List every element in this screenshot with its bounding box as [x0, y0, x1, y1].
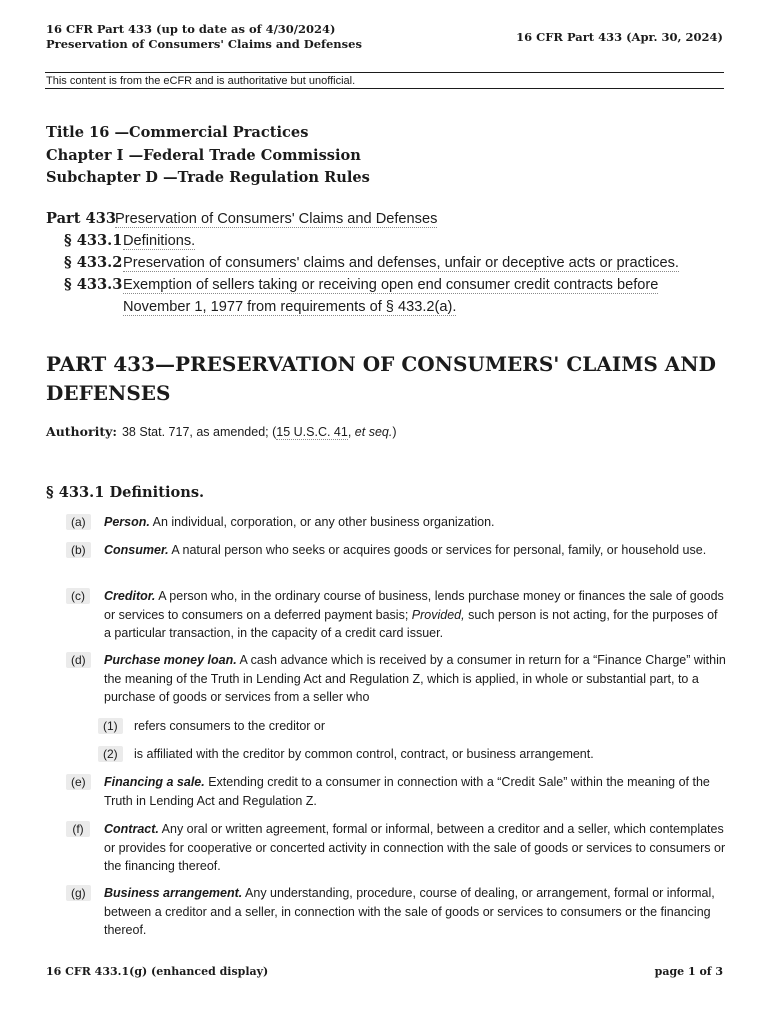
toc-section-link-433-2[interactable]: [123, 252, 726, 274]
toc-section-link-433-3[interactable]: [123, 274, 726, 318]
defined-term: Person.: [104, 515, 150, 529]
document-header: [46, 22, 466, 52]
authority-close: ): [392, 425, 397, 439]
paragraph-d-2: [98, 745, 724, 764]
paragraph-label[interactable]: (b): [66, 542, 91, 558]
toc-part-number: Part 433: [46, 210, 117, 227]
paragraph-text: Any understanding, procedure, course of dealing, or arrangement, formal or informal, between a creditor and a seller, in connection with the sale of goods or services to consumers or the financing thereof.: [104, 886, 715, 937]
paragraph-a: [66, 513, 726, 532]
header-citation: 16 CFR Part 433 (Apr. 30, 2024): [516, 30, 723, 44]
section-heading: § 433.1 Definitions.: [46, 484, 205, 501]
ecfr-notice: This content is from the eCFR and is authoritative but unofficial.: [45, 72, 724, 89]
header-title: 16 CFR Part 433 (up to date as of 4/30/2024): [46, 22, 336, 36]
toc-section-title-cont: November 1, 1977 from requirements of § 433.2(a).: [123, 299, 457, 315]
paragraph-text: A natural person who seeks or acquires goods or services for personal, family, or household use.: [168, 543, 707, 557]
defined-term: Financing a sale.: [104, 775, 205, 789]
paragraph-text: refers consumers to the creditor or: [134, 719, 326, 733]
paragraph-text: is affiliated with the creditor by common control, contract, or business arrangement.: [134, 747, 594, 761]
hierarchy-title: Title 16 —Commercial Practices: [46, 124, 309, 141]
paragraph-d: [66, 651, 726, 707]
part-heading: [46, 350, 726, 408]
authority: [46, 424, 397, 440]
defined-term: Creditor.: [104, 589, 156, 603]
authority-citation-link[interactable]: 15 U.S.C. 41: [276, 425, 348, 439]
hierarchy-chapter: Chapter I —Federal Trade Commission: [46, 146, 361, 164]
paragraph-text: Extending credit to a consumer in connection with a “Credit Sale” within the meaning of the Truth in Lending Act and Regulation Z.: [104, 775, 710, 808]
toc-section-number: § 433.3: [64, 276, 123, 293]
paragraph-label[interactable]: (f): [66, 821, 90, 837]
page-number: page 1 of 3: [654, 965, 723, 978]
defined-term: Business arrangement.: [104, 886, 243, 900]
paragraph-g: [66, 884, 726, 940]
toc-section-number: § 433.2: [64, 254, 123, 271]
paragraph-b: [66, 541, 726, 560]
paragraph-label[interactable]: (d): [66, 652, 91, 668]
paragraph-c: [66, 587, 726, 643]
paragraph-label[interactable]: (g): [66, 885, 91, 901]
authority-etseq: et seq.: [354, 425, 393, 439]
authority-sep: ,: [347, 425, 355, 439]
paragraph-text: such person is not acting, for the purposes of a particular transaction, in the capacity of a credit card issuer.: [104, 607, 718, 640]
toc-section-row: [46, 230, 726, 252]
defined-term: Contract.: [104, 822, 159, 836]
toc-section-title: Preservation of consumers' claims and defenses, unfair or deceptive acts or practices.: [123, 255, 679, 271]
toc-part-title: Preservation of Consumers' Claims and Defenses: [115, 211, 438, 227]
hierarchy-subchapter: Subchapter D —Trade Regulation Rules: [46, 169, 370, 186]
toc-part-link[interactable]: [115, 208, 726, 230]
toc-section-link-433-1[interactable]: [123, 230, 726, 252]
paragraph-f: [66, 820, 726, 876]
toc-section-row: [46, 252, 726, 274]
defined-term: Purchase money loan.: [104, 653, 237, 667]
toc-section-title: Exemption of sellers taking or receiving open end consumer credit contracts before: [123, 277, 659, 293]
paragraph-label[interactable]: (2): [98, 746, 123, 762]
toc-section-row: [46, 274, 726, 318]
paragraph-text: A cash advance which is received by a consumer in return for a “Finance Charge” within the meaning of the Truth in Lending Act and Regulation Z, which is applied, in whole or substantial part, to a purchase of goods or services from a seller who: [104, 653, 726, 704]
paragraph-text: Any oral or written agreement, formal or informal, between a creditor and a seller, which contemplates or provides for cooperative or concerted activity in connection with the sale of goods or services to consumers or the financing thereof.: [104, 822, 726, 873]
toc-part-row: [46, 208, 726, 230]
authority-label: Authority:: [46, 424, 117, 439]
table-of-contents: [46, 208, 726, 318]
authority-text: 38 Stat. 717, as amended; (: [121, 425, 277, 439]
footer-citation: 16 CFR 433.1(g) (enhanced display): [46, 965, 269, 978]
header-subtitle: Preservation of Consumers' Claims and Defenses: [46, 37, 362, 51]
part-heading-line: DEFENSES: [46, 381, 171, 405]
paragraph-text: An individual, corporation, or any other business organization.: [149, 515, 495, 529]
paragraph-label[interactable]: (e): [66, 774, 91, 790]
paragraph-label[interactable]: (a): [66, 514, 91, 530]
paragraph-label[interactable]: (1): [98, 718, 123, 734]
hierarchy: [46, 122, 370, 190]
toc-section-title: Definitions.: [123, 233, 196, 249]
paragraph-d-1: [98, 717, 724, 736]
proviso-term: Provided,: [411, 607, 465, 622]
toc-section-number: § 433.1: [64, 232, 123, 249]
paragraph-e: [66, 773, 726, 810]
paragraph-label[interactable]: (c): [66, 588, 90, 604]
paragraph-text: A person who, in the ordinary course of business, lends purchase money or finances the sale of goods or services to consumers on a deferred payment basis;: [104, 589, 724, 622]
part-heading-line: PART 433—PRESERVATION OF CONSUMERS' CLAIMS AND: [46, 352, 716, 376]
defined-term: Consumer.: [104, 543, 169, 557]
